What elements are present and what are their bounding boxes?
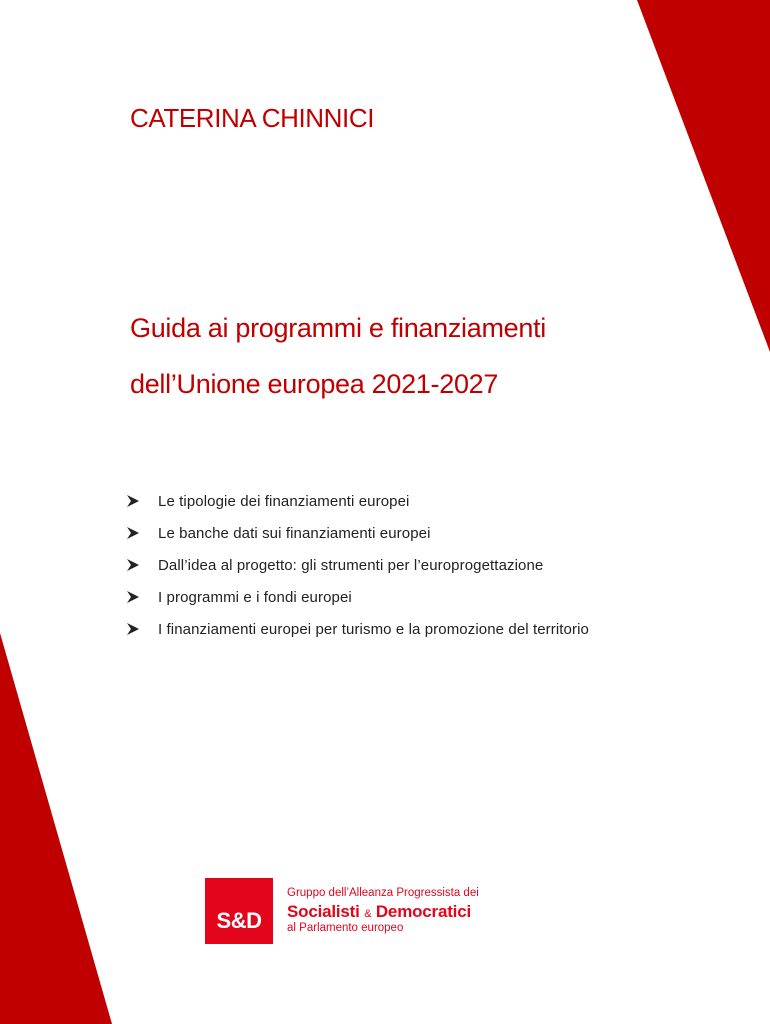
sd-logo-mark: S&D <box>205 878 273 944</box>
arrowhead-bullet-icon <box>126 558 140 572</box>
topic-text: Dall’idea al progetto: gli strumenti per l’europrogettazione <box>158 556 544 574</box>
bottom-left-red-triangle <box>0 633 112 1024</box>
arrowhead-bullet-icon <box>126 494 140 508</box>
arrowhead-bullet-icon <box>126 526 140 540</box>
logo-line-1: Gruppo dell’Alleanza Progressista dei <box>287 887 479 899</box>
list-item <box>126 485 706 517</box>
sd-logo-text <box>287 888 479 934</box>
top-right-red-triangle <box>637 0 770 352</box>
topic-text: I programmi e i fondi europei <box>158 588 352 606</box>
logo-ampersand: & <box>364 907 372 920</box>
topic-text: Le tipologie dei finanziamenti europei <box>158 492 410 510</box>
topic-text: Le banche dati sui finanziamenti europei <box>158 524 431 542</box>
topic-text: I finanziamenti europei per turismo e la promozione del territorio <box>158 620 589 638</box>
logo-line-2 <box>287 903 479 920</box>
author-name: CATERINA CHINNICI <box>130 103 375 133</box>
document-title <box>130 308 690 420</box>
list-item <box>126 581 706 613</box>
list-item <box>126 517 706 549</box>
topics-list <box>126 485 706 645</box>
sd-group-logo <box>205 878 479 944</box>
list-item <box>126 613 706 645</box>
arrowhead-bullet-icon <box>126 590 140 604</box>
logo-line-3: al Parlamento europeo <box>287 921 404 934</box>
arrowhead-bullet-icon <box>126 622 140 636</box>
logo-socialisti: Socialisti <box>287 901 360 921</box>
title-line-1: Guida ai programmi e finanziamenti <box>130 313 546 343</box>
title-line-2: dell’Unione europea 2021-2027 <box>130 369 499 399</box>
list-item <box>126 549 706 581</box>
logo-democratici: Democratici <box>375 901 471 921</box>
